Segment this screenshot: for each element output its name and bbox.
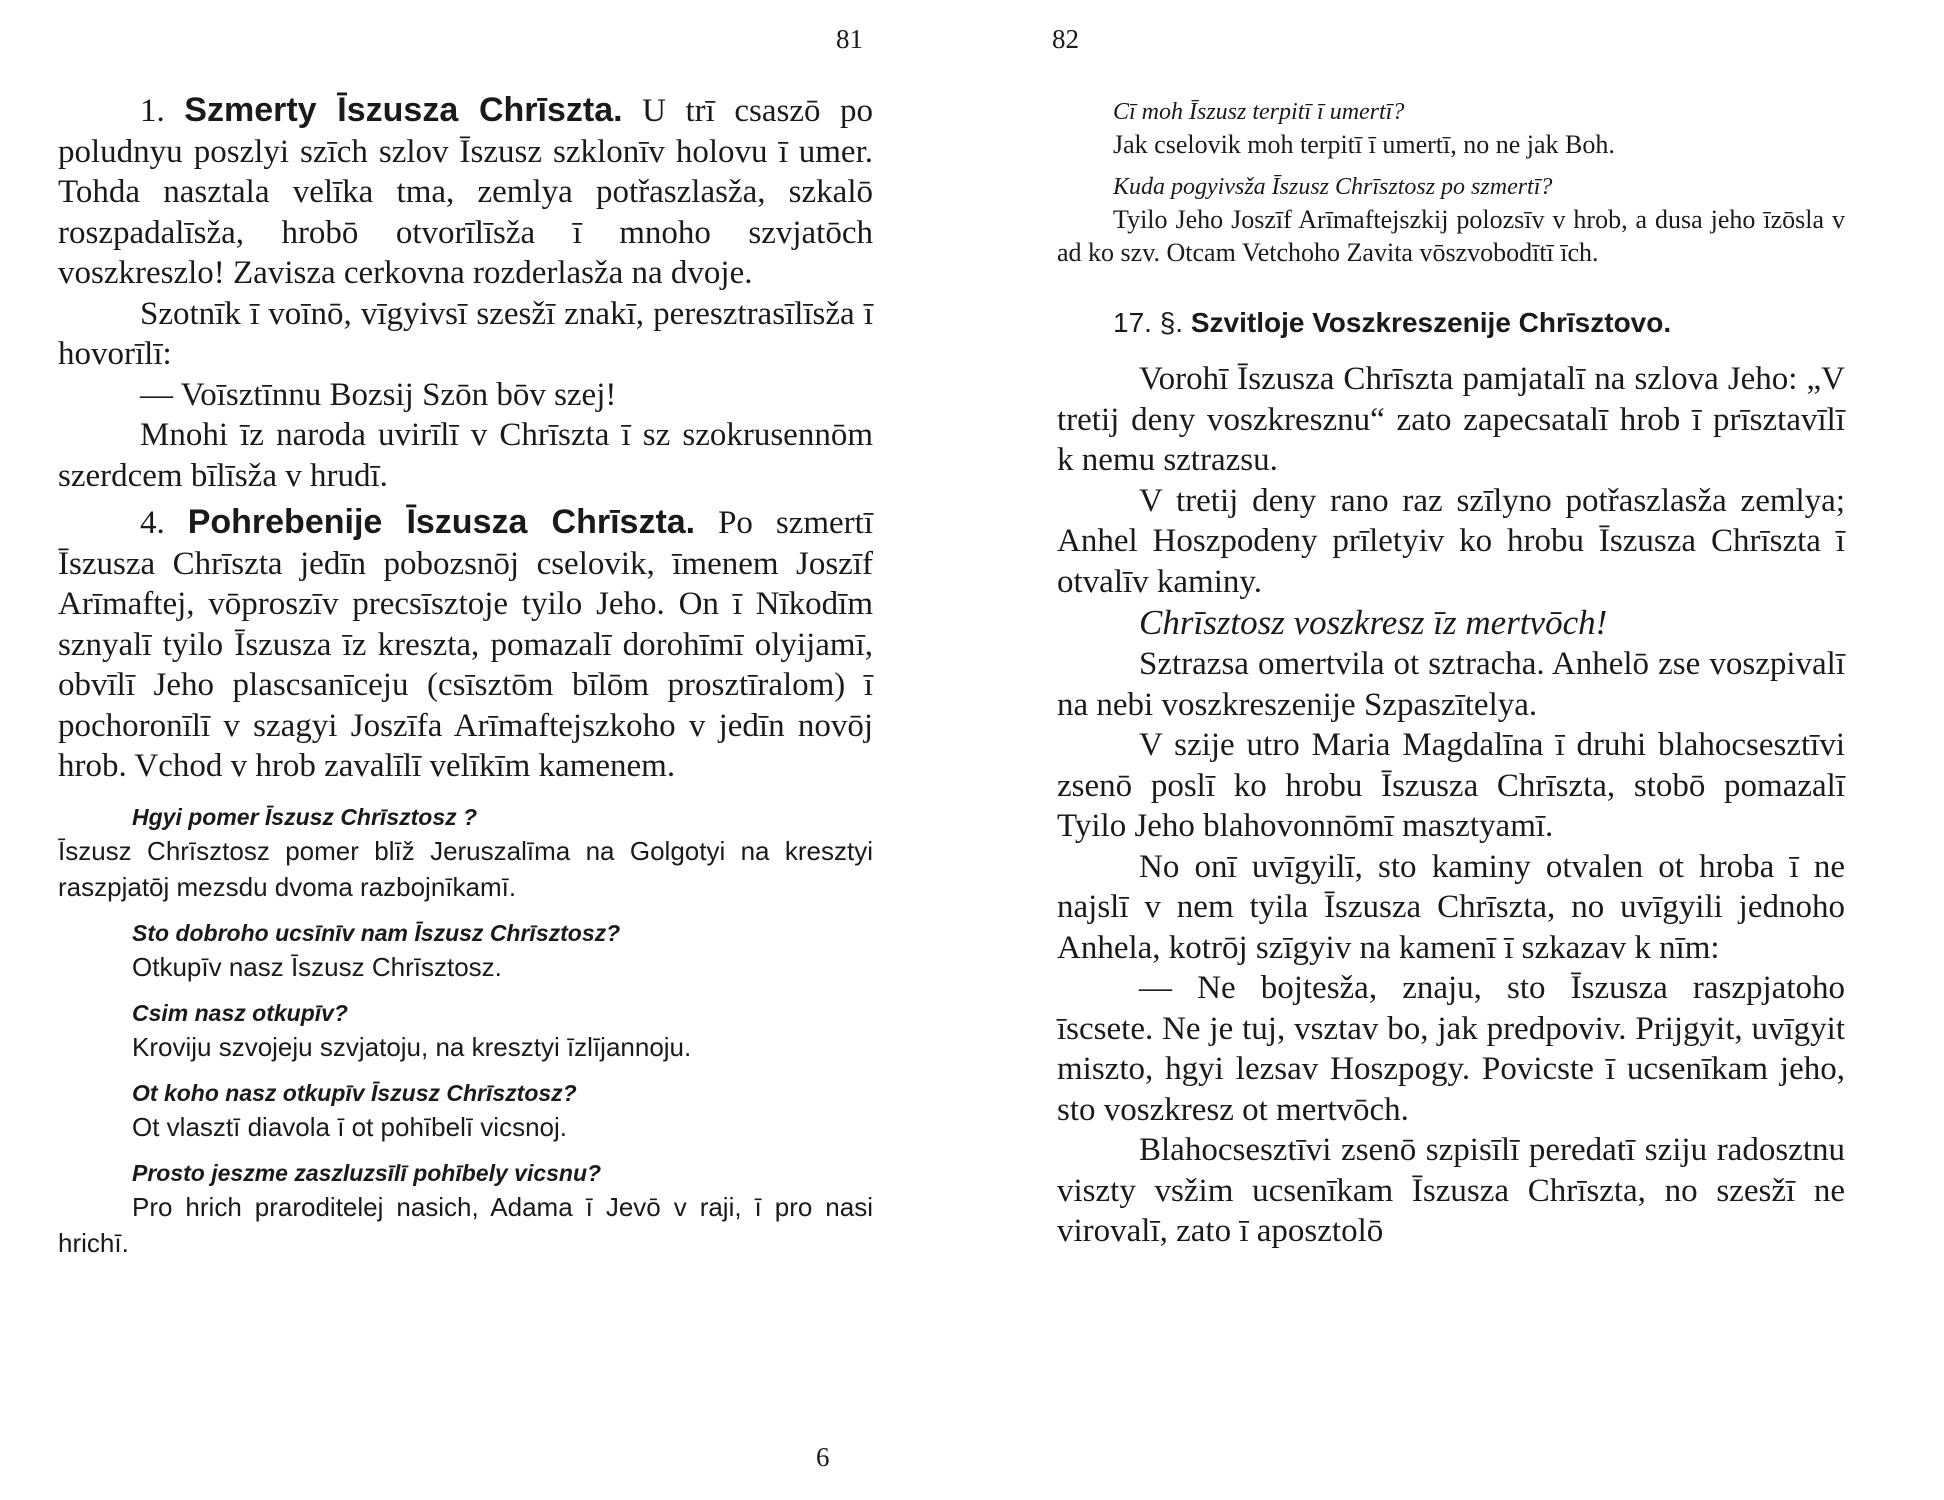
answer-4: Ot vlasztī diavola ī ot pohībelī vicsnoj. [132,1111,567,1142]
section-17-title: Szvitloje Voszkreszenije Chrīsztovo. [1190,307,1672,338]
right-answer-1: Jak cselovik moh terpitī ī umertī, no ne jak Boh. [1113,130,1615,159]
question-4: Ot koho nasz otkupīv Īszusz Chrīsztosz? [132,1079,577,1106]
section-1-paragraph-3: Mnohi īz naroda uvirīlī v Chrīszta ī sz szokrusennōm szerdcem bīlīsža v hrudī. [58,417,873,494]
question-1: Hgyi pomer Īszusz Chrīsztosz ? [132,803,478,830]
resurrection-exclamation: Chrīsztosz voszkresz īz mertvōch! [1139,603,1608,642]
page-number-81: 81 [836,24,863,54]
section-1-title: Szmerty Īszusza Chrīszta. [184,91,623,129]
section-1-quote: — Voīsztīnnu Bozsij Szōn bōv szej! [140,376,617,413]
section-17-heading [1057,307,1845,339]
right-page [972,0,1944,1500]
right-paragraph-7: Blahocsesztīvi zsenō szpisīlī peredatī sziju radosztnu viszty vsžim ucsenīkam Īszusza Chrīszta, no szesžī ne virovalī, zato ī aposztolō [1057,1132,1845,1249]
section-1-text: U trī csaszō po poludnyu poszlyi szīch szlov Īszusz szklonīv holovu ī umer. Tohda nasztala velīka tma, zemlya potřaszlasža, szkalō roszpadalīsža, hrobō otvorīlīsža ī mnoho szvjatōch voszkreszlo! Zavisza cerkovna rozderlasža na dvoje. [58,93,874,291]
question-3: Csim nasz otkupīv? [132,999,348,1026]
section-1-paragraph-2: Szotnīk ī voīnō, vīgyivsī szesžī znakī, peresztrasīlīsža ī hovorīlī: [58,295,873,372]
section-4-text: Po szmertī Īszusza Chrīszta jedīn pobozsnōj cselovik, īmenem Joszīf Arīmaftej, vōproszīv precsīsztoje tyilo Jeho. On ī Nīkodīm sznyalī tyilo Īszusza īz kreszta, pomazalī dorohīmī olyijamī, obvīlī Jeho plascsanīceju (csīsztōm bīlōm prosztīralom) ī pochoronīlī v szagyi Joszīfa Arīmaftejszkoho v jedīn novōj hrob. Vchod v hrob zavalīlī velīkīm kamenem. [58,505,874,784]
right-paragraph-2: V tretij deny rano raz szīlyno potřaszlasža zemlya; Anhel Hoszpodeny prīletyiv ko hrobu Īszusza Chrīszta ī otvalīv kaminy. [1057,482,1845,600]
answer-5: Pro hrich praroditelej nasich, Adama ī Jevō v raji, ī pro nasi hrichī. [58,1191,873,1258]
section-4-paragraph [58,502,873,787]
right-question-1: Cī moh Īszusz terpitī ī umertī? [1113,99,1405,125]
right-column [1057,96,1845,1252]
section-4-title: Pohrebenije Īszusza Chrīszta. [187,503,696,541]
section-1-number: 1. [140,93,165,129]
left-qa-list [58,801,873,1261]
footer-signature-number: 6 [816,1442,830,1472]
question-2: Sto dobroho ucsīnīv nam Īszusz Chrīsztosz? [132,919,621,946]
right-answer-2: Tyilo Jeho Joszīf Arīmaftejszkij polozsīv v hrob, a dusa jeho īzōsla v ad ko szv. Otcam Vetchoho Zavita vōszvobodītī īch. [1057,205,1845,267]
answer-1: Īszusz Chrīsztosz pomer blīž Jeruszalīma na Golgotyi na kresztyi raszpjatōj mezsdu dvoma razbojnīkamī. [58,835,873,902]
section-1-paragraph [58,90,873,294]
right-paragraph-5: No onī uvīgyilī, sto kaminy otvalen ot hroba ī ne najslī v nem tyila Īszusza Chrīszta, no uvīgyili jednoho Anhela, kotrōj szīgyiv na kamenī ī szkazav k nīm: [1057,848,1845,966]
right-paragraph-6: — Ne bojtesža, znaju, sto Īszusza raszpjatoho īscsete. Ne je tuj, vsztav bo, jak predpoviv. Prijgyit, uvīgyit miszto, hgyi lezsav Hoszpogy. Povicste ī ucsenīkam jeho, sto voszkresz ot mertvōch. [1057,970,1845,1128]
right-paragraph-4: V szije utro Maria Magdalīna ī druhi blahocsesztīvi zsenō poslī ko hrobu Īszusza Chrīszta, stobō pomazalī Tyilo Jeho blahovonnōmī masztyamī. [1057,727,1845,844]
section-17-number: 17. §. [1113,307,1184,338]
section-4-number: 4. [140,505,165,541]
question-5: Prosto jeszme zaszluzsīlī pohībely vicsnu? [132,1159,602,1186]
answer-3: Kroviju szvojeju szvjatoju, na kresztyi īzlījannoju. [132,1031,692,1062]
right-question-2: Kuda pogyivsža Īszusz Chrīsztosz po szmertī? [1113,174,1553,200]
right-paragraph-3: Sztrazsa omertvila ot sztracha. Anhelō zse voszpivalī na nebi voszkreszenije Szpaszītelya. [1057,646,1845,723]
left-column [58,90,873,1273]
right-paragraph-1: Vorohī Īszusza Chrīszta pamjatalī na szlova Jeho: „V tretij deny voszkresznu“ zato zapecsatalī hrob ī prīsztavīlī k nemu sztrazsu. [1057,361,1845,478]
answer-2: Otkupīv nasz Īszusz Chrīsztosz. [132,951,502,982]
page-number-82: 82 [1052,24,1079,54]
